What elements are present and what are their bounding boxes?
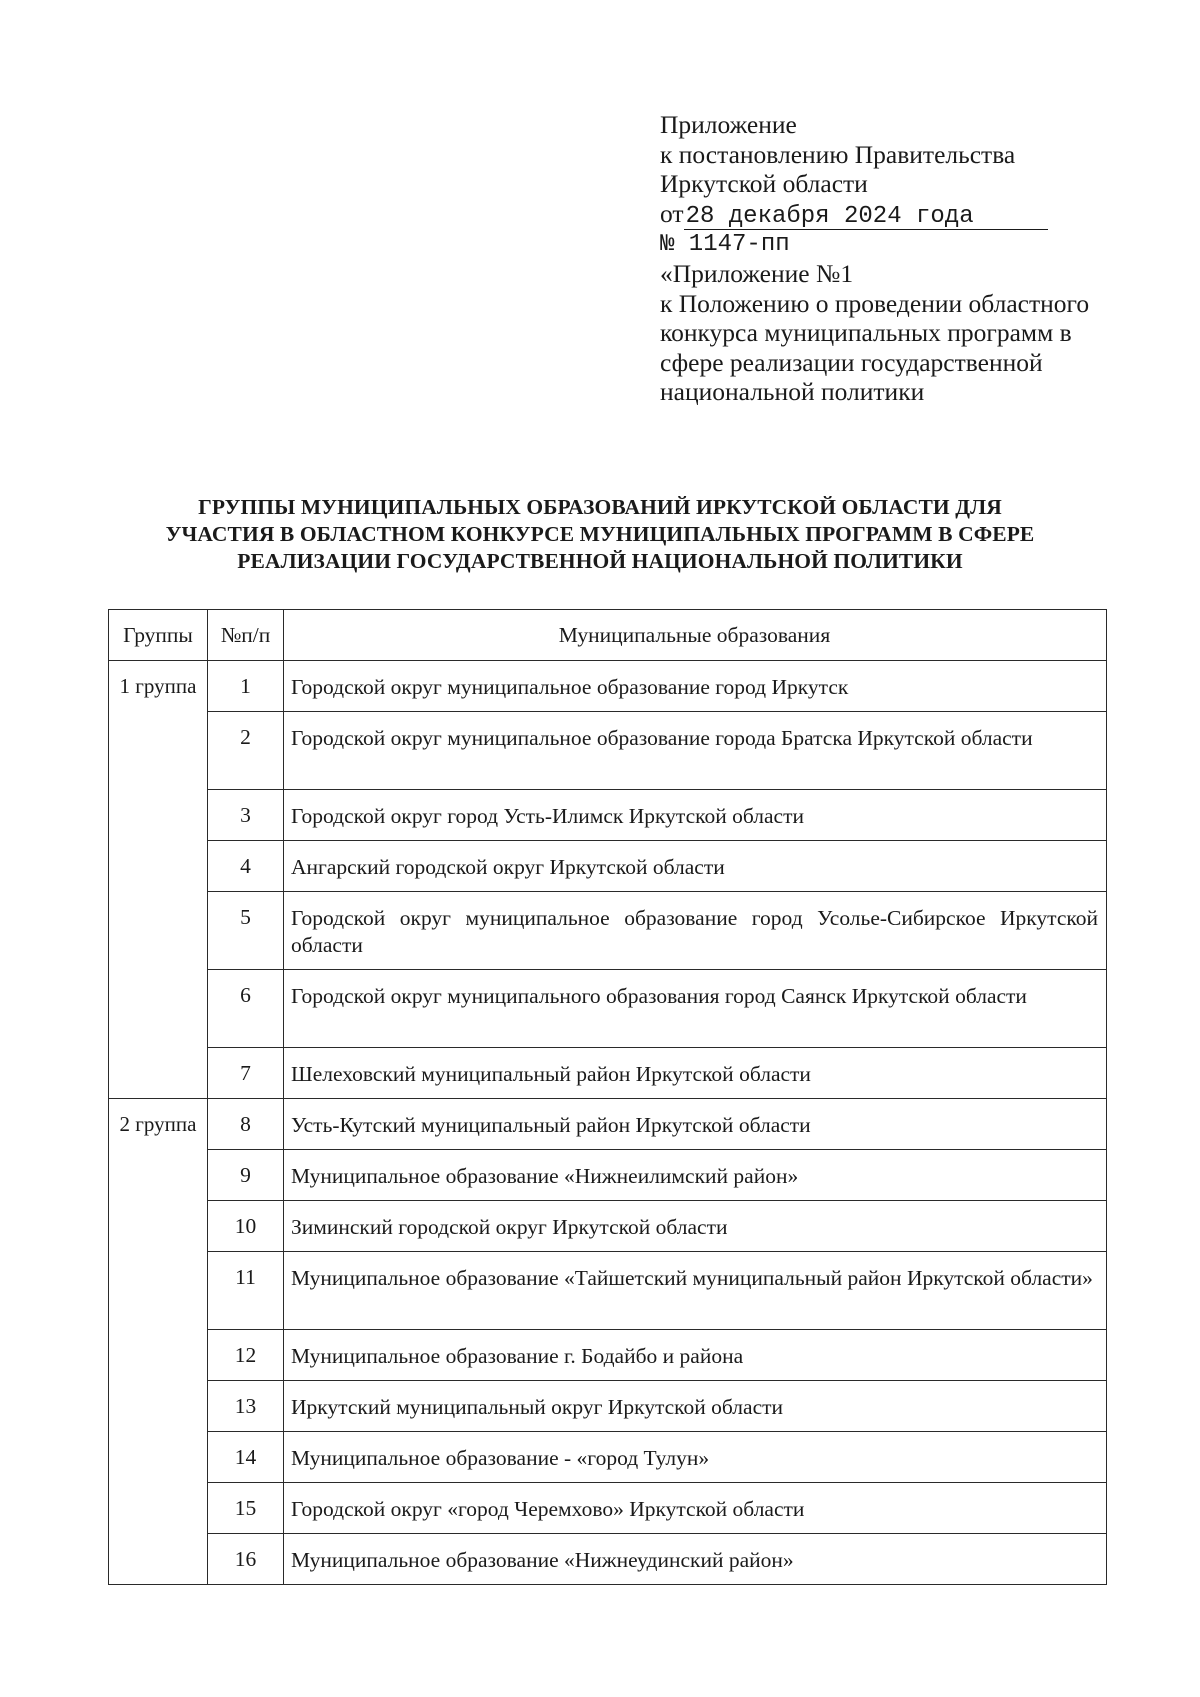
row-number: 12 xyxy=(208,1330,284,1381)
row-number: 14 xyxy=(208,1432,284,1483)
table-row xyxy=(109,712,1107,790)
table-header-row xyxy=(109,610,1107,661)
row-number: 7 xyxy=(208,1048,284,1099)
table-row xyxy=(109,1381,1107,1432)
municipality-name: Городской округ город Усть-Илимск Иркутской области xyxy=(284,790,1107,841)
table-row xyxy=(109,1483,1107,1534)
table-row xyxy=(109,1330,1107,1381)
row-number: 8 xyxy=(208,1099,284,1150)
table-row xyxy=(109,841,1107,892)
table-row xyxy=(109,1534,1107,1585)
header-line: Иркутской области xyxy=(660,169,868,198)
municipality-name: Городской округ муниципальное образование города Братска Иркутской области xyxy=(284,712,1107,790)
municipality-name: Шелеховский муниципальный район Иркутской области xyxy=(284,1048,1107,1099)
header-group: Группы xyxy=(109,610,208,661)
municipality-name: Муниципальное образование г. Бодайбо и района xyxy=(284,1330,1107,1381)
municipality-name: Городской округ муниципальное образование город Усолье-Сибирское Иркутской области xyxy=(284,892,1107,970)
groups-table xyxy=(108,609,1107,1585)
table-row xyxy=(109,1150,1107,1201)
appendix-line: сфере реализации государственной xyxy=(660,347,1043,377)
row-number: 11 xyxy=(208,1252,284,1330)
municipality-name: Муниципальное образование «Тайшетский муниципальный район Иркутской области» xyxy=(284,1252,1107,1330)
table-row xyxy=(109,1432,1107,1483)
date-prefix: от xyxy=(660,198,684,228)
municipality-name: Муниципальное образование «Нижнеилимский район» xyxy=(284,1150,1107,1201)
row-number: 10 xyxy=(208,1201,284,1252)
date-field: 28 декабря 2024 года xyxy=(684,205,1048,230)
header-line: Приложение xyxy=(660,110,797,139)
municipality-name: Ангарский городской округ Иркутской области xyxy=(284,841,1107,892)
document-title xyxy=(100,494,1100,575)
table-row xyxy=(109,1099,1107,1150)
table-row xyxy=(109,892,1107,970)
row-number: 5 xyxy=(208,892,284,970)
municipality-name: Городской округ муниципальное образование город Иркутск xyxy=(284,661,1107,712)
municipality-name: Муниципальное образование «Нижнеудинский район» xyxy=(284,1534,1107,1585)
row-number: 1 xyxy=(208,661,284,712)
appendix-header xyxy=(660,110,1180,407)
title-line: ГРУППЫ МУНИЦИПАЛЬНЫХ ОБРАЗОВАНИЙ ИРКУТСКОЙ ОБЛАСТИ ДЛЯ xyxy=(198,495,1002,519)
group-label: 1 группа xyxy=(109,661,208,1099)
table-row xyxy=(109,661,1107,712)
municipality-name: Иркутский муниципальный округ Иркутской области xyxy=(284,1381,1107,1432)
table-row xyxy=(109,1048,1107,1099)
row-number: 3 xyxy=(208,790,284,841)
table-row xyxy=(109,790,1107,841)
table-row xyxy=(109,1201,1107,1252)
appendix-line: к Положению о проведении областного xyxy=(660,288,1090,318)
municipality-name: Усть-Кутский муниципальный район Иркутской области xyxy=(284,1099,1107,1150)
title-line: РЕАЛИЗАЦИИ ГОСУДАРСТВЕННОЙ НАЦИОНАЛЬНОЙ ПОЛИТИКИ xyxy=(237,549,963,573)
row-number: 15 xyxy=(208,1483,284,1534)
appendix-line: конкурса муниципальных программ в xyxy=(660,318,1072,347)
municipality-name: Муниципальное образование - «город Тулун» xyxy=(284,1432,1107,1483)
header-name: Муниципальные образования xyxy=(284,610,1107,661)
municipality-name: Городской округ муниципального образования город Саянск Иркутской области xyxy=(284,970,1107,1048)
header-date-line xyxy=(660,199,1180,230)
header-num: №п/п xyxy=(208,610,284,661)
row-number: 16 xyxy=(208,1534,284,1585)
decree-number: № 1147-пп xyxy=(660,230,790,258)
row-number: 2 xyxy=(208,712,284,790)
row-number: 13 xyxy=(208,1381,284,1432)
row-number: 9 xyxy=(208,1150,284,1201)
table-row xyxy=(109,1252,1107,1330)
table-row xyxy=(109,970,1107,1048)
municipality-name: Зиминский городской округ Иркутской области xyxy=(284,1201,1107,1252)
appendix-line: национальной политики xyxy=(660,377,925,406)
group-label: 2 группа xyxy=(109,1099,208,1585)
appendix-line: «Приложение №1 xyxy=(660,259,854,288)
municipality-name: Городской округ «город Черемхово» Иркутской области xyxy=(284,1483,1107,1534)
header-line: к постановлению Правительства xyxy=(660,139,1016,169)
title-line: УЧАСТИЯ В ОБЛАСТНОМ КОНКУРСЕ МУНИЦИПАЛЬНЫХ ПРОГРАММ В СФЕРЕ xyxy=(165,522,1035,546)
row-number: 6 xyxy=(208,970,284,1048)
row-number: 4 xyxy=(208,841,284,892)
